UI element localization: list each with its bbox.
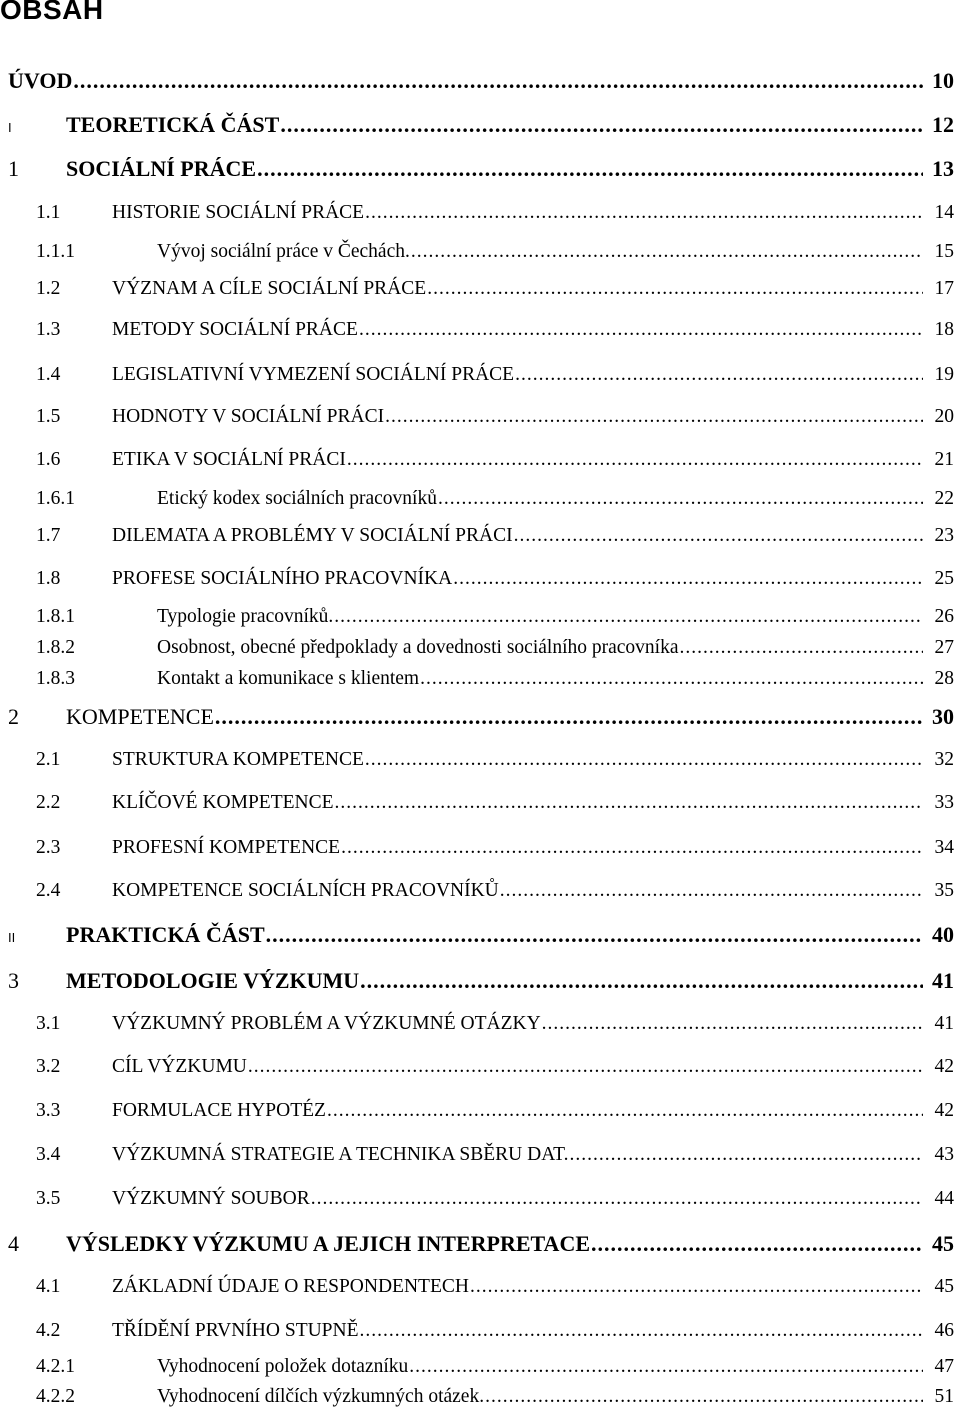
toc-entry[interactable]: [36, 792, 954, 814]
toc-page-number: 41: [934, 1013, 954, 1034]
toc-page-number: 10: [932, 68, 954, 93]
toc-number: 2.2: [36, 792, 61, 813]
toc-entry[interactable]: [36, 880, 954, 902]
toc-entry[interactable]: [36, 406, 954, 428]
toc-page-number: 20: [934, 406, 954, 427]
dot-leader: [470, 1276, 923, 1298]
toc-entry[interactable]: [36, 1100, 954, 1122]
dot-leader: [591, 1231, 923, 1257]
toc-number: 2.4: [36, 880, 61, 901]
toc-title: DILEMATA A PROBLÉMY V SOCIÁLNÍ PRÁCI: [112, 525, 513, 546]
toc-title: Etický kodex sociálních pracovníků: [157, 488, 437, 509]
toc-entry[interactable]: [36, 1356, 954, 1378]
toc-page-number: 43: [934, 1144, 954, 1165]
toc-page-number: 35: [934, 880, 954, 901]
toc-title: Vyhodnocení dílčích výzkumných otázek.: [157, 1386, 485, 1407]
toc-entry[interactable]: [36, 637, 954, 659]
toc-page-number: 13: [932, 156, 954, 181]
toc-page-number: 40: [932, 922, 954, 947]
toc-title: FORMULACE HYPOTÉZ: [112, 1100, 326, 1121]
toc-title: METODY SOCIÁLNÍ PRÁCE: [112, 319, 358, 340]
dot-leader: [680, 637, 923, 659]
toc-title: VÝZKUMNÁ STRATEGIE A TECHNIKA SBĚRU DAT.: [112, 1144, 569, 1165]
toc-page-number: 51: [934, 1386, 954, 1407]
toc-page-number: 33: [934, 792, 954, 813]
toc-number: 1.5: [36, 406, 61, 427]
toc-page-number: 23: [934, 525, 954, 546]
toc-page-number: 45: [932, 1231, 954, 1256]
toc-entry[interactable]: [36, 364, 954, 386]
toc-number: 2: [8, 704, 19, 729]
toc-title: KLÍČOVÉ KOMPETENCE: [112, 792, 334, 813]
dot-leader: [73, 68, 923, 94]
toc-page-number: 18: [934, 319, 954, 340]
toc-number: 2.3: [36, 837, 61, 858]
toc-page-number: 41: [932, 968, 954, 993]
toc-number: 3.3: [36, 1100, 61, 1121]
dot-leader: [438, 488, 923, 510]
dot-leader: [347, 449, 923, 471]
toc-entry[interactable]: [36, 202, 954, 224]
dot-leader: [542, 1013, 923, 1035]
toc-page-number: 15: [934, 241, 954, 262]
toc-title: METODOLOGIE VÝZKUMU: [66, 968, 360, 993]
toc-page-number: 14: [934, 202, 954, 223]
toc-number: 4.2.1: [36, 1356, 75, 1377]
toc-title: ZÁKLADNÍ ÚDAJE O RESPONDENTECH: [112, 1276, 469, 1297]
dot-leader: [266, 922, 923, 948]
dot-leader: [500, 880, 923, 902]
toc-number: 4: [8, 1231, 19, 1256]
dot-leader: [514, 525, 923, 547]
toc-title: SOCIÁLNÍ PRÁCE: [66, 156, 257, 181]
toc-title: Typologie pracovníků.: [157, 606, 334, 627]
toc-number: 1.1: [36, 202, 61, 223]
toc-number: 4.2: [36, 1320, 61, 1341]
toc-title: ETIKA V SOCIÁLNÍ PRÁCI: [112, 449, 346, 470]
dot-leader: [365, 749, 923, 771]
toc-page-number: 32: [934, 749, 954, 770]
toc-entry[interactable]: [36, 1144, 954, 1166]
toc-page-number: 22: [934, 488, 954, 509]
toc-page-number: 42: [934, 1100, 954, 1121]
toc-title: TŘÍDĚNÍ PRVNÍHO STUPNĚ: [112, 1320, 359, 1341]
toc-number: 3.5: [36, 1188, 61, 1209]
toc-number: 1.8: [36, 568, 61, 589]
toc-number: 3.1: [36, 1013, 61, 1034]
dot-leader: [215, 704, 923, 730]
toc-entry[interactable]: [36, 319, 954, 341]
dot-leader: [248, 1056, 923, 1078]
toc-entry[interactable]: [36, 606, 954, 628]
toc-page-number: 42: [934, 1056, 954, 1077]
toc-number: I: [8, 120, 12, 135]
toc-page-number: 44: [934, 1188, 954, 1209]
toc-title: VÝZKUMNÝ PROBLÉM A VÝZKUMNÉ OTÁZKY: [112, 1013, 541, 1034]
toc-entry[interactable]: [36, 837, 954, 859]
toc-title: HISTORIE SOCIÁLNÍ PRÁCE: [112, 202, 365, 223]
toc-page-number: 45: [934, 1276, 954, 1297]
toc-page-number: 47: [934, 1356, 954, 1377]
toc-number: 1.6: [36, 449, 61, 470]
toc-title: HODNOTY V SOCIÁLNÍ PRÁCI: [112, 406, 385, 427]
toc-title: STRUKTURA KOMPETENCE: [112, 749, 364, 770]
toc-entry[interactable]: [36, 1386, 954, 1408]
toc-entry[interactable]: [36, 449, 954, 471]
dot-leader: [257, 156, 923, 182]
dot-leader: [409, 1356, 923, 1378]
toc-page-number: 26: [934, 606, 954, 627]
dot-leader: [359, 319, 923, 341]
toc-entry[interactable]: [36, 1320, 954, 1342]
toc-entry[interactable]: [8, 1231, 954, 1257]
toc-title: KOMPETENCE SOCIÁLNÍCH PRACOVNÍKŮ: [112, 880, 499, 901]
dot-leader: [411, 241, 923, 263]
toc-number: 4.1: [36, 1276, 61, 1297]
toc-title: KOMPETENCE: [66, 704, 214, 729]
toc-entry[interactable]: [36, 488, 954, 510]
dot-leader: [335, 792, 923, 814]
toc-page-number: 19: [934, 364, 954, 385]
dot-leader: [311, 1188, 923, 1210]
dot-leader: [360, 1320, 923, 1342]
toc-page-number: 17: [934, 278, 954, 299]
toc-title: PRAKTICKÁ ČÁST: [66, 922, 265, 947]
toc-number: 1.8.1: [36, 606, 75, 627]
toc-number: 2.1: [36, 749, 61, 770]
dot-leader: [515, 364, 923, 386]
dot-leader: [360, 968, 923, 994]
toc-number: 1.1.1: [36, 241, 75, 262]
toc-number: 1.3: [36, 319, 61, 340]
toc-title: TEORETICKÁ ČÁST: [66, 112, 280, 137]
toc-page-number: 34: [934, 837, 954, 858]
toc-number: 1.7: [36, 525, 61, 546]
toc-title: VÝZKUMNÝ SOUBOR: [112, 1188, 310, 1209]
toc-entry[interactable]: [36, 749, 954, 771]
toc-title: ÚVOD: [8, 68, 73, 93]
toc-number: 3.2: [36, 1056, 61, 1077]
toc-number: 1.8.3: [36, 668, 75, 689]
toc-title: Vyhodnocení položek dotazníku: [157, 1356, 409, 1377]
dot-leader: [334, 606, 923, 628]
toc-entry[interactable]: [8, 112, 954, 138]
toc-number: 1.2: [36, 278, 61, 299]
toc-title: PROFESNÍ KOMPETENCE: [112, 837, 341, 858]
toc-number: 4.2.2: [36, 1386, 75, 1407]
toc-entry[interactable]: [8, 704, 954, 730]
toc-title: Osobnost, obecné předpoklady a dovednosti sociálního pracovníka: [157, 637, 679, 658]
dot-leader: [569, 1144, 923, 1166]
toc-entry[interactable]: [36, 1013, 954, 1035]
toc-entry[interactable]: [36, 1188, 954, 1210]
dot-leader: [341, 837, 923, 859]
toc-number: 1.6.1: [36, 488, 75, 509]
toc-entry[interactable]: [36, 278, 954, 300]
toc-title: LEGISLATIVNÍ VYMEZENÍ SOCIÁLNÍ PRÁCE: [112, 364, 515, 385]
toc-number: 1: [8, 156, 19, 181]
toc-title: Vývoj sociální práce v Čechách.: [157, 241, 410, 262]
page-title: OBSAH: [0, 0, 104, 25]
toc-page-number: 21: [934, 449, 954, 470]
toc-entry[interactable]: [36, 668, 954, 690]
toc-title: PROFESE SOCIÁLNÍHO PRACOVNÍKA: [112, 568, 453, 589]
toc-entry[interactable]: [36, 1276, 954, 1298]
dot-leader: [485, 1386, 923, 1408]
toc-page-number: 27: [934, 637, 954, 658]
dot-leader: [427, 278, 923, 300]
dot-leader: [365, 202, 923, 224]
dot-leader: [420, 668, 923, 690]
toc-entry[interactable]: [36, 568, 954, 590]
toc-page-number: 12: [932, 112, 954, 137]
dot-leader: [280, 112, 923, 138]
toc-page-number: 30: [932, 704, 954, 729]
toc-entry[interactable]: [8, 968, 954, 994]
toc-title: Kontakt a komunikace s klientem: [157, 668, 420, 689]
toc-number: 1.8.2: [36, 637, 75, 658]
toc-number: 3.4: [36, 1144, 61, 1165]
toc-number: II: [8, 930, 16, 945]
toc-title: CÍL VÝZKUMU: [112, 1056, 247, 1077]
toc-page-number: 28: [934, 668, 954, 689]
toc-entry[interactable]: [8, 68, 954, 94]
dot-leader: [453, 568, 923, 590]
toc-number: 1.4: [36, 364, 61, 385]
toc-entry[interactable]: [36, 241, 954, 263]
toc-entry[interactable]: [8, 922, 954, 948]
toc-page-number: 25: [934, 568, 954, 589]
toc-entry[interactable]: [36, 1056, 954, 1078]
dot-leader: [385, 406, 923, 428]
toc-page-number: 46: [934, 1320, 954, 1341]
toc-title: VÝSLEDKY VÝZKUMU A JEJICH INTERPRETACE: [66, 1231, 591, 1256]
toc-entry[interactable]: [8, 156, 954, 182]
toc-entry[interactable]: [36, 525, 954, 547]
toc-number: 3: [8, 968, 19, 993]
dot-leader: [327, 1100, 923, 1122]
toc-title: VÝZNAM A CÍLE SOCIÁLNÍ PRÁCE: [112, 278, 427, 299]
